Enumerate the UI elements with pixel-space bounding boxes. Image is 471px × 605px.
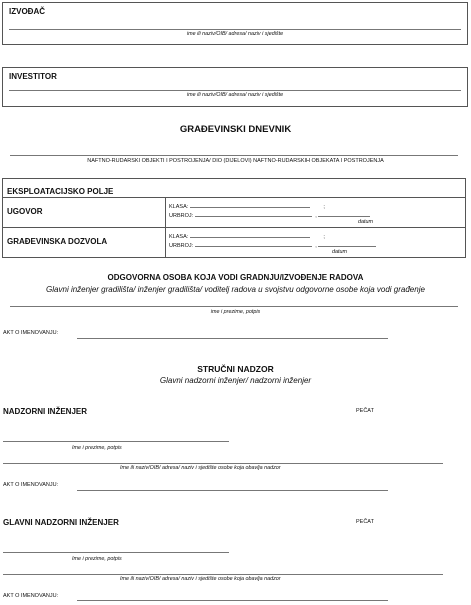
permit-klasa-input[interactable] <box>190 231 310 238</box>
permit-comma: , <box>315 243 317 249</box>
object-caption: NAFTNO-RUDARSKI OBJEKTI I POSTROJENJA/ DIO (DIJELOVI) NAFTNO-RUDARSKIH OBJEKATA I POSTROJENJA <box>87 158 384 164</box>
permit-date-input[interactable] <box>318 240 376 247</box>
investitor-caption: ime ili naziv/OIB/ adresa/ naziv i sjedište <box>186 92 284 98</box>
contract-urbroj-label: URBROJ: <box>169 213 194 219</box>
chief-supervisor-org-line[interactable] <box>3 574 443 575</box>
object-input-line[interactable] <box>10 155 458 156</box>
permits-table <box>2 178 466 258</box>
supervisor-act-input[interactable] <box>77 490 388 491</box>
supervision-heading: STRUČNI NADZOR <box>197 364 274 374</box>
responsible-caption: ime i prezime, potpis <box>210 309 261 315</box>
chief-supervisor-name-line[interactable] <box>3 552 229 553</box>
izvodac-box <box>2 2 468 45</box>
investitor-box <box>2 67 468 107</box>
izvodac-input-line[interactable] <box>9 29 461 30</box>
supervisor-name-caption: Ime i prezime, potpis <box>72 445 122 451</box>
supervisor-name-line[interactable] <box>3 441 229 442</box>
supervisor-label: NADZORNI INŽENJER <box>3 407 88 416</box>
supervisor-org-caption: Ime ili naziv/OIB/ adresa/ naziv i sjedište osobe koja obavlja nadzor <box>120 465 281 471</box>
chief-supervisor-act-input[interactable] <box>77 600 388 601</box>
contract-fields-cell <box>166 198 466 228</box>
permit-urbroj-label: URBROJ: <box>169 243 194 249</box>
contract-date-caption: datum <box>358 219 373 225</box>
izvodac-label: IZVOĐAČ <box>9 7 45 16</box>
contract-comma: , <box>315 213 317 219</box>
supervisor-org-line[interactable] <box>3 463 443 464</box>
chief-supervisor-stamp: PEČAT <box>356 519 374 525</box>
contract-label: UGOVOR <box>7 207 43 216</box>
responsible-act-label: AKT O IMENOVANJU: <box>3 330 59 336</box>
chief-supervisor-act-label: AKT O IMENOVANJU: <box>3 593 59 599</box>
investitor-input-line[interactable] <box>9 90 461 91</box>
contract-klasa-input[interactable] <box>190 201 310 208</box>
permit-fields-cell <box>166 228 466 258</box>
responsible-act-input[interactable] <box>77 338 388 339</box>
responsible-heading: ODGOVORNA OSOBA KOJA VODI GRADNJU/IZVOĐENJE RADOVA <box>107 273 364 282</box>
investitor-label: INVESTITOR <box>9 72 57 81</box>
responsible-name-line[interactable] <box>10 306 458 307</box>
contract-date-input[interactable] <box>318 210 370 217</box>
permit-date-caption: datum <box>332 249 347 255</box>
permit-semicolon: ; <box>323 234 325 240</box>
contract-label-cell <box>3 198 166 228</box>
contract-semicolon: ; <box>323 204 325 210</box>
chief-supervisor-name-caption: Ime i prezime, potpis <box>72 556 122 562</box>
izvodac-caption: ime ili naziv/OIB/ adresa/ naziv i sjedište <box>186 31 284 37</box>
contract-klasa-label: KLASA: <box>169 204 189 210</box>
supervision-subheading: Glavni nadzorni inženjer/ nadzorni inženjer <box>159 376 312 385</box>
permit-klasa-label: KLASA: <box>169 234 189 240</box>
chief-supervisor-label: GLAVNI NADZORNI INŽENJER <box>3 518 119 527</box>
responsible-subheading: Glavni inženjer gradilišta/ inženjer gradilišta/ voditelj radova u svojstvu odgovorne osobe koja vodi građenje <box>46 285 425 294</box>
permit-label: GRAĐEVINSKA DOZVOLA <box>7 237 108 246</box>
permit-label-cell <box>3 228 166 258</box>
exploitation-field-label: EKSPLOATACIJSKO POLJE <box>7 187 114 196</box>
supervisor-act-label: AKT O IMENOVANJU: <box>3 482 59 488</box>
chief-supervisor-org-caption: Ime ili naziv/OIB/ adresa/ naziv i sjedište osobe koja obavlja nadzor <box>120 576 281 582</box>
contract-urbroj-input[interactable] <box>195 210 312 217</box>
supervisor-stamp: PEČAT <box>356 408 374 414</box>
exploitation-field-row[interactable] <box>3 179 466 198</box>
permit-urbroj-input[interactable] <box>195 240 312 247</box>
document-title: GRAĐEVINSKI DNEVNIK <box>179 124 292 135</box>
